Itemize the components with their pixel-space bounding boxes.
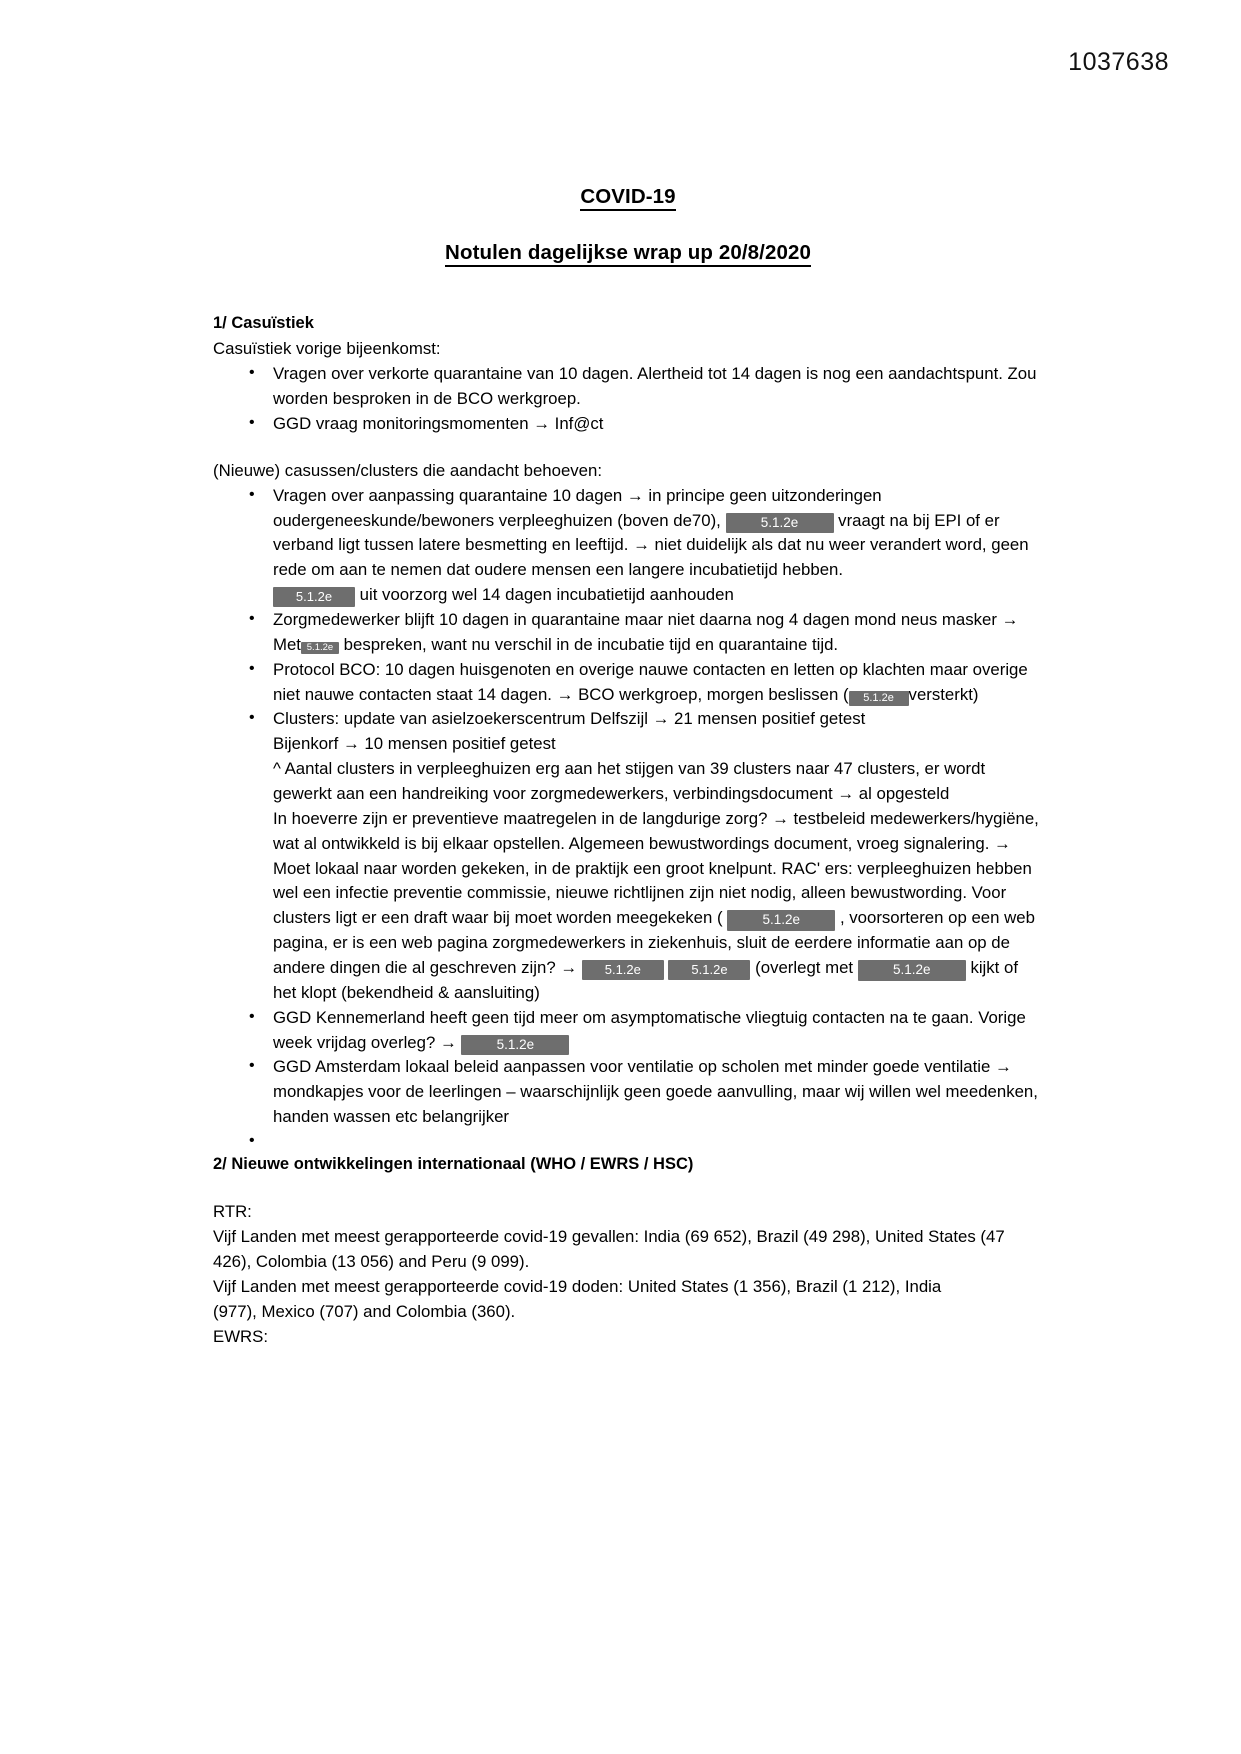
rtr-cases-line-2: 426), Colombia (13 056) and Peru (9 099). — [213, 1252, 530, 1272]
clusters-line-4-text: (overlegt met — [755, 958, 854, 978]
redaction-box: 5.1.2e — [727, 910, 835, 931]
list-item — [213, 412, 1043, 437]
section-2 — [213, 1152, 1043, 1350]
list-item-text: GGD Amsterdam lokaal beleid aanpassen voor ventilatie op scholen met minder goede ventilatie → mondkapjes voor de leerlingen – waarschijnlijk geen goede aanvulling, maar wij willen wel meedenken, handen wassen etc belangrijker — [273, 1057, 1038, 1127]
list-item — [213, 362, 1043, 412]
clusters-line-4-text: In hoeverre zijn er preventieve maatregelen in de langdurige zorg? → testbeleid medewerkers/hygiëne, wat al ontwikkeld is bij elkaar opstellen. Algemeen bewustwordings document, vroeg signalering. → Moet lokaal naar worden gekeken, in de praktijk een groot knelpunt. RAC' ers: verpleeghuizen hebben wel een infectie preventie commissie, nieuwe richtlijnen zijn niet nodig, alleen bewustwording. Voor clusters ligt er een draft waar bij moet worden meegekeken ( — [273, 808, 1039, 928]
section-1-intro: Casuïstiek vorige bijeenkomst: — [213, 339, 441, 359]
redaction-box: 5.1.2e — [273, 587, 355, 607]
clusters-line-1: • Clusters: update van asielzoekerscentrum Delfszijl → 21 mensen positief getest — [273, 709, 866, 729]
section-1 — [213, 311, 1043, 1152]
page-title: COVID-19 — [213, 185, 1043, 209]
title-block — [213, 185, 1043, 265]
clusters-line-4-text: , voorsorteren op een web pagina, er is een web pagina zorgmedewerkers in ziekenhuis, sluit de eerdere informatie aan op de andere dingen die al geschreven zijn? → — [273, 908, 1035, 978]
list-item-text: GGD Kennemerland heeft geen tijd meer om asymptomatische vliegtuig contacten na te gaan. Vorige week vrijdag overleg? → — [273, 1007, 1026, 1052]
list-item-text: vraagt na bij EPI of er verband ligt tussen latere besmetting en leeftijd. → niet duidelijk als dat nu weer verandert word, geen rede om aan te nemen dat oudere mensen een langere incubatietijd hebben. — [273, 510, 1029, 580]
list-item-text: GGD vraag monitoringsmomenten → Inf@ct — [273, 413, 604, 433]
redaction-box: 5.1.2e — [582, 960, 664, 980]
list-item-text: Protocol BCO: 10 dagen huisgenoten en overige nauwe contacten en letten op klachten maar overige niet nauwe contacten staat 14 dagen. → BCO werkgroep, morgen beslissen ( — [273, 659, 1028, 704]
section-2-heading: 2/ Nieuwe ontwikkelingen internationaal (WHO / EWRS / HSC) — [213, 1155, 694, 1174]
list-item-text: uit voorzorg wel 14 dagen incubatietijd aanhouden — [359, 585, 734, 605]
redaction-box: 5.1.2e — [461, 1035, 569, 1056]
redaction-box: 5.1.2e — [668, 960, 750, 980]
paragraph-spacer — [213, 1178, 1043, 1200]
document-id-number: 1037638 — [1068, 48, 1169, 76]
list-item-text: bespreken, want nu verschil in de incubatie tijd en quarantaine tijd. — [343, 634, 839, 654]
clusters-line-2: Bijenkorf → 10 mensen positief getest — [273, 734, 556, 754]
rtr-label: RTR: — [213, 1202, 252, 1222]
rtr-deaths-line-2: (977), Mexico (707) and Colombia (360). — [213, 1301, 516, 1321]
redaction-box: 5.1.2e — [726, 513, 834, 534]
rtr-deaths-line-1: Vijf Landen met meest gerapporteerde covid-19 doden: United States (1 356), Brazil (1 212), India — [213, 1277, 942, 1297]
list-item-text: Zorgmedewerker blijft 10 dagen in quarantaine maar niet daarna nog 4 dagen mond neus masker → Met — [273, 610, 1019, 654]
clusters-line-4 — [273, 807, 1043, 1006]
clusters-line-3: ^ Aantal clusters in verpleeghuizen erg aan het stijgen van 39 clusters naar 47 clusters, er wordt gewerkt aan een handreiking voor zorgmedewerkers, verbindingsdocument → al opgesteld — [273, 759, 986, 804]
clusters-line-4-text: kijkt of het klopt (bekendheid & aansluiting) — [273, 958, 1018, 1002]
list-item-text: versterkt) — [908, 684, 979, 704]
list-item-amsterdam — [213, 1055, 1043, 1130]
redaction-box: 5.1.2e — [301, 642, 339, 654]
list-item-text: Vragen over aanpassing quarantaine 10 dagen → in principe geen uitzonderingen oudergeneeskunde/bewoners verpleeghuizen (boven de70), — [273, 485, 882, 530]
list-item-kennemerland — [213, 1006, 1043, 1056]
list-item-empty — [213, 1130, 1043, 1152]
list-item-clusters — [213, 707, 1043, 1005]
list-item-zorgmedewerker — [213, 608, 1043, 658]
list-item-text: Vragen over verkorte quarantaine van 10 dagen. Alertheid tot 14 dagen is nog een aandachtspunt. Zou worden besproken in de BCO werkgroep. — [273, 364, 1037, 409]
redaction-box: 5.1.2e — [858, 960, 966, 981]
previous-meeting-bullet-list — [213, 362, 1043, 437]
rtr-cases-line-1: Vijf Landen met meest gerapporteerde covid-19 gevallen: India (69 652), Brazil (49 298), United States (47 — [213, 1227, 1005, 1247]
new-cases-intro: (Nieuwe) casussen/clusters die aandacht behoeven: — [213, 460, 602, 480]
paragraph-spacer — [213, 437, 1043, 459]
page-subtitle: Notulen dagelijkse wrap up 20/8/2020 — [213, 241, 1043, 265]
list-item-protocol-bco — [213, 658, 1043, 708]
new-cases-bullet-list — [213, 484, 1043, 1152]
redaction-box: 5.1.2e — [849, 691, 909, 707]
ewrs-label: EWRS: — [213, 1326, 269, 1346]
section-1-heading: 1/ Casuïstiek — [213, 314, 314, 332]
list-item-quarantaine — [213, 484, 1043, 608]
document-body — [213, 185, 1043, 1350]
